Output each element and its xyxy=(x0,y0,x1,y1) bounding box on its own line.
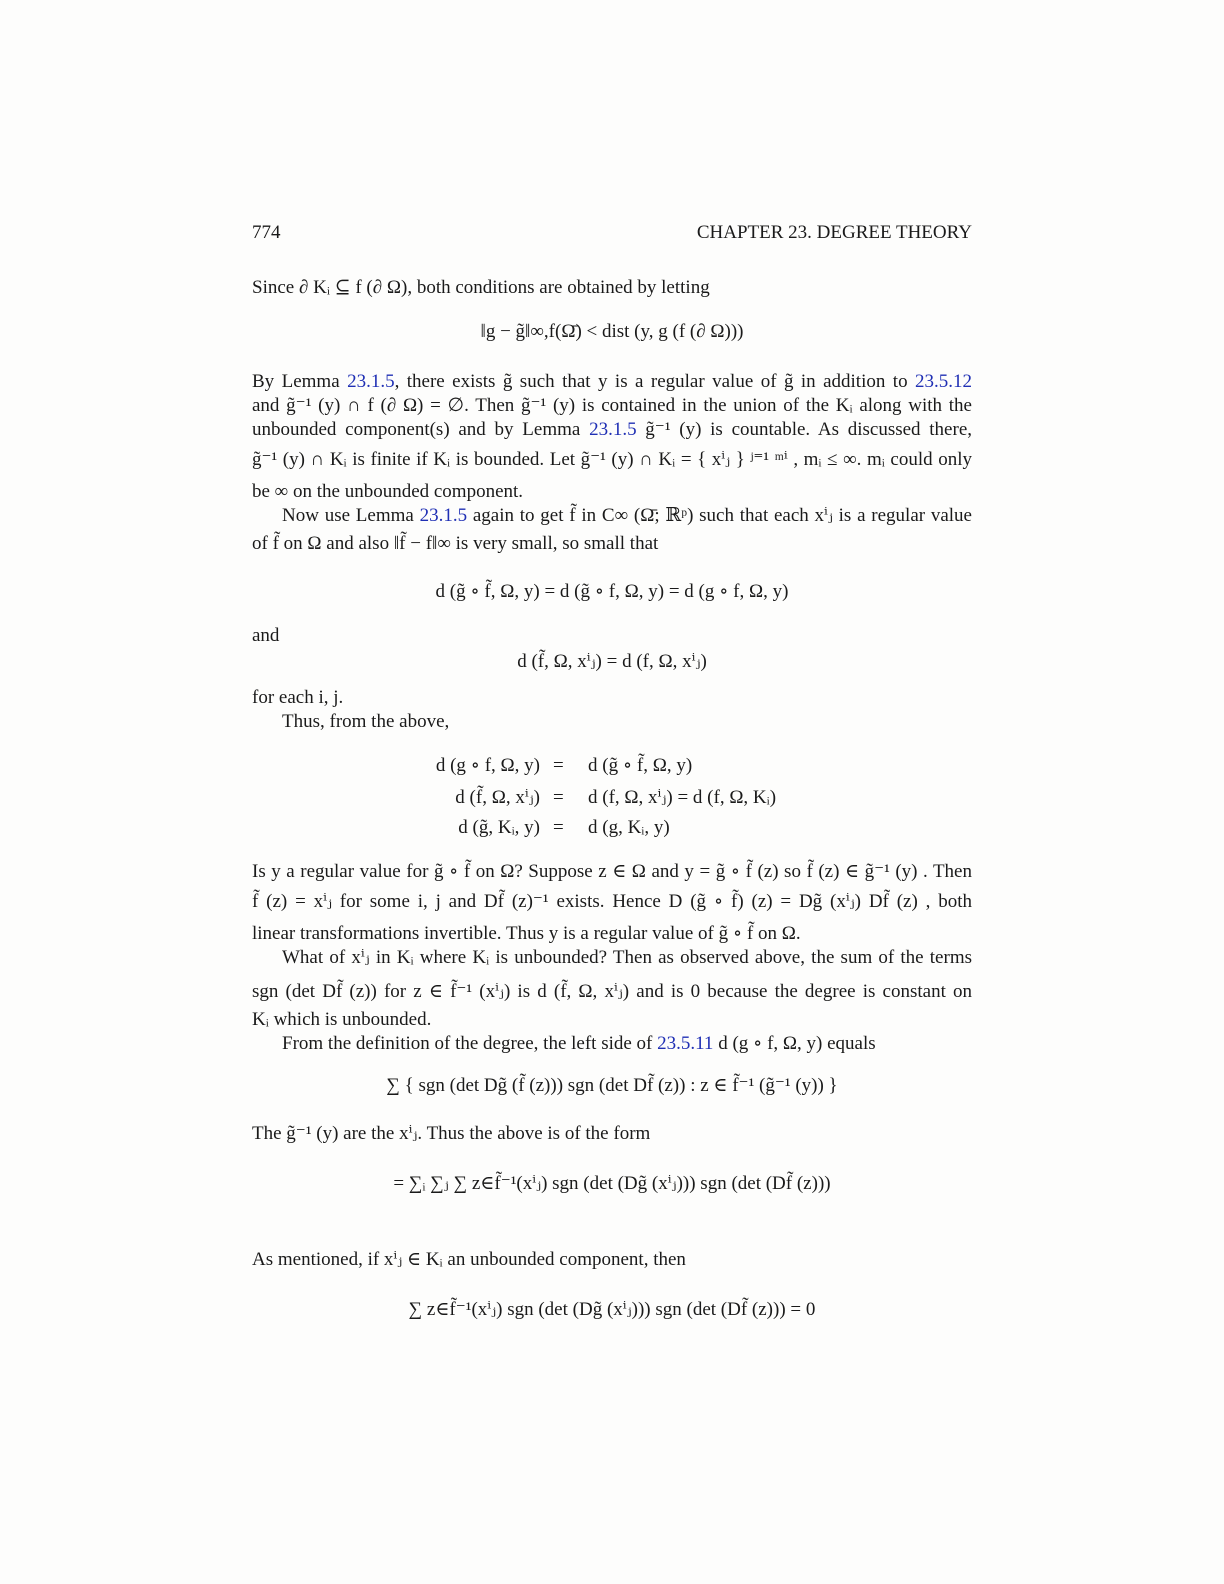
align-lhs: d (f̃, Ω, xⁱⱼ) xyxy=(455,787,540,808)
text-run: Now use Lemma xyxy=(282,505,420,526)
align-rhs: d (g̃ ∘ f̃, Ω, y) xyxy=(588,755,693,776)
paragraph-line xyxy=(252,370,972,394)
align-rhs: d (g, Kᵢ, y) xyxy=(588,817,670,838)
paragraph-line xyxy=(282,504,972,528)
equation-link[interactable]: 23.5.12 xyxy=(915,371,973,392)
text-run: By Lemma xyxy=(252,371,348,392)
paragraph-line: be ∞ on the unbounded component. xyxy=(252,481,524,502)
equation-link[interactable]: 23.5.11 xyxy=(657,1033,714,1054)
paragraph-line: and g̃⁻¹ (y) ∩ f (∂ Ω) = ∅. Then g̃⁻¹ (y) is contained in the union of the Kᵢ along with the xyxy=(252,395,972,416)
align-lhs: d (g ∘ f, Ω, y) xyxy=(435,755,540,776)
paragraph-text: for each i, j. xyxy=(252,687,344,708)
paragraph-line: linear transformations invertible. Thus y is a regular value of g̃ ∘ f̃ on Ω. xyxy=(252,923,801,944)
display-equation: ∑ z∈f̃⁻¹(xⁱⱼ) sgn (det (Dg̃ (xⁱⱼ))) sgn (det (Df̃ (z))) = 0 xyxy=(408,1299,816,1320)
page-number: 774 xyxy=(252,222,281,243)
paragraph-text: The g̃⁻¹ (y) are the xⁱⱼ. Thus the above is of the form xyxy=(252,1123,651,1144)
align-equals: = xyxy=(553,787,564,808)
paragraph-text: Thus, from the above, xyxy=(282,711,450,732)
lemma-link[interactable]: 23.1.5 xyxy=(419,505,468,526)
display-equation: ‖g − g̃‖∞,f(Ω̄) < dist (y, g (f (∂ Ω))) xyxy=(480,321,744,342)
paragraph-line xyxy=(252,418,972,442)
paragraph-line: g̃⁻¹ (y) ∩ Kᵢ is finite if Kᵢ is bounded. Let g̃⁻¹ (y) ∩ Kᵢ = { xⁱⱼ } ʲ⁼¹ ᵐⁱ , mᵢ ≤ ∞. mᵢ could only xyxy=(252,449,972,470)
paragraph-line xyxy=(282,1032,1002,1056)
display-equation: ∑ { sgn (det Dg̃ (f̃ (z))) sgn (det Df̃ (z)) : z ∈ f̃⁻¹ (g̃⁻¹ (y)) } xyxy=(386,1075,838,1096)
paragraph-line: sgn (det Df̃ (z)) for z ∈ f̃⁻¹ (xⁱⱼ) is d (f̃, Ω, xⁱⱼ) and is 0 because the degree is constant on xyxy=(252,981,972,1002)
align-equals: = xyxy=(553,817,564,838)
lemma-link[interactable]: 23.1.5 xyxy=(347,371,395,392)
display-equation: = ∑ᵢ ∑ⱼ ∑ z∈f̃⁻¹(xⁱⱼ) sgn (det (Dg̃ (xⁱⱼ))) sgn (det (Df̃ (z))) xyxy=(393,1173,831,1194)
lemma-link[interactable]: 23.1.5 xyxy=(589,419,637,440)
display-equation: d (f̃, Ω, xⁱⱼ) = d (f, Ω, xⁱⱼ) xyxy=(517,651,707,672)
text-run: g̃⁻¹ (y) is countable. As discussed there, xyxy=(636,419,972,440)
paragraph-line: Is y a regular value for g̃ ∘ f̃ on Ω? Suppose z ∈ Ω and y = g̃ ∘ f̃ (z) so f̃ (z) ∈ g̃⁻¹ (y) . Then xyxy=(252,861,972,882)
text-run: d (g ∘ f, Ω, y) equals xyxy=(713,1033,876,1054)
paragraph-line: f̃ (z) = xⁱⱼ for some i, j and Df̃ (z)⁻¹ exists. Hence D (g̃ ∘ f̃) (z) = Dg̃ (xⁱⱼ) Df̃ (z) , both xyxy=(252,891,972,912)
paragraph-line: of f̃ on Ω and also ‖f̃ − f‖∞ is very small, so small that xyxy=(252,533,659,554)
align-rhs: d (f, Ω, xⁱⱼ) = d (f, Ω, Kᵢ) xyxy=(588,787,777,808)
text-run: , there exists g̃ such that y is a regular value of g̃ in addition to xyxy=(394,371,916,392)
paragraph-text: As mentioned, if xⁱⱼ ∈ Kᵢ an unbounded component, then xyxy=(252,1249,686,1270)
display-equation: d (g̃ ∘ f̃, Ω, y) = d (g̃ ∘ f, Ω, y) = d (g ∘ f, Ω, y) xyxy=(435,581,789,602)
align-equals: = xyxy=(553,755,564,776)
align-lhs: d (g̃, Kᵢ, y) xyxy=(458,817,540,838)
running-header: CHAPTER 23. DEGREE THEORY xyxy=(696,222,972,243)
paragraph-line: Kᵢ which is unbounded. xyxy=(252,1009,432,1030)
text-run: unbounded component(s) and by Lemma xyxy=(252,419,590,440)
text-run: From the definition of the degree, the left side of xyxy=(282,1033,658,1054)
paragraph-line: What of xⁱⱼ in Kᵢ where Kᵢ is unbounded? Then as observed above, the sum of the terms xyxy=(282,947,972,968)
paragraph-text: Since ∂ Kᵢ ⊆ f (∂ Ω), both conditions are obtained by letting xyxy=(252,277,710,298)
text-run: again to get f̃ in C∞ (Ω̄; ℝᵖ) such that each xⁱⱼ is a regular value xyxy=(467,505,972,526)
paragraph-text: and xyxy=(252,625,280,646)
